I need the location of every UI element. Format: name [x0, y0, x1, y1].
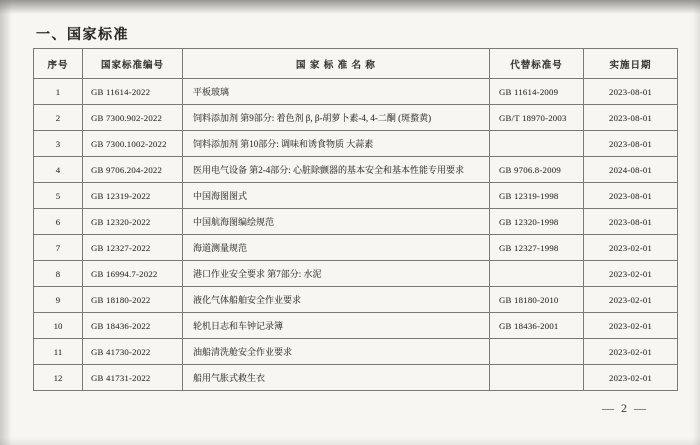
cell-implementation-date: 2023-02-01: [584, 261, 678, 287]
cell-replaced-standard: GB 12327-1998: [490, 235, 584, 261]
cell-implementation-date: 2023-08-01: [584, 209, 678, 235]
cell-serial-number: 11: [34, 339, 83, 365]
cell-standard-code: GB 18436-2022: [83, 313, 183, 339]
cell-standard-code: GB 41731-2022: [83, 365, 183, 391]
cell-standard-code: GB 16994.7-2022: [83, 261, 183, 287]
cell-standard-name: 饲料添加剂 第10部分: 调味和诱食物质 大蒜素: [183, 131, 490, 157]
standards-table: [33, 48, 678, 391]
cell-serial-number: 10: [34, 313, 83, 339]
cell-implementation-date: 2023-02-01: [584, 339, 678, 365]
table-body: [34, 79, 678, 391]
cell-serial-number: 5: [34, 183, 83, 209]
scan-shadow-left: [0, 0, 12, 445]
cell-serial-number: 4: [34, 157, 83, 183]
cell-standard-name: 海道测量规范: [183, 235, 490, 261]
scan-shadow-bottom: [0, 437, 700, 445]
section-title: 一、国家标准: [36, 28, 129, 43]
cell-replaced-standard: GB 18180-2010: [490, 287, 584, 313]
cell-implementation-date: 2023-02-01: [584, 313, 678, 339]
table-row: [34, 105, 678, 131]
cell-replaced-standard: GB 12319-1998: [490, 183, 584, 209]
cell-implementation-date: 2023-02-01: [584, 365, 678, 391]
cell-replaced-standard: GB 11614-2009: [490, 79, 584, 105]
page-number: — 2 —: [602, 401, 648, 415]
table-row: [34, 339, 678, 365]
cell-standard-name: 轮机日志和车钟记录簿: [183, 313, 490, 339]
table-row: [34, 261, 678, 287]
column-header-code: 国家标准编号: [83, 49, 183, 79]
cell-standard-code: GB 7300.902-2022: [83, 105, 183, 131]
cell-standard-name: 平板玻璃: [183, 79, 490, 105]
scan-shadow-top: [0, 0, 700, 14]
table-row: [34, 365, 678, 391]
cell-standard-name: 液化气体船舶安全作业要求: [183, 287, 490, 313]
cell-implementation-date: 2023-08-01: [584, 131, 678, 157]
cell-standard-code: GB 41730-2022: [83, 339, 183, 365]
cell-replaced-standard: GB 12320-1998: [490, 209, 584, 235]
cell-standard-code: GB 11614-2022: [83, 79, 183, 105]
cell-replaced-standard: GB 18436-2001: [490, 313, 584, 339]
column-header-replaces: 代替标准号: [490, 49, 584, 79]
cell-implementation-date: 2023-08-01: [584, 79, 678, 105]
cell-standard-name: 医用电气设备 第2-4部分: 心脏除颤器的基本安全和基本性能专用要求: [183, 157, 490, 183]
column-header-no: 序号: [34, 49, 83, 79]
table-row: [34, 235, 678, 261]
table-row: [34, 131, 678, 157]
column-header-name: 国 家 标 准 名 称: [183, 49, 490, 79]
cell-standard-code: GB 7300.1002-2022: [83, 131, 183, 157]
cell-implementation-date: 2023-02-01: [584, 235, 678, 261]
cell-serial-number: 12: [34, 365, 83, 391]
cell-standard-name: 油船清洗舱安全作业要求: [183, 339, 490, 365]
cell-replaced-standard: [490, 339, 584, 365]
cell-implementation-date: 2023-08-01: [584, 105, 678, 131]
cell-implementation-date: 2023-08-01: [584, 183, 678, 209]
table-row: [34, 157, 678, 183]
cell-replaced-standard: GB/T 18970-2003: [490, 105, 584, 131]
cell-replaced-standard: [490, 131, 584, 157]
cell-serial-number: 6: [34, 209, 83, 235]
cell-serial-number: 3: [34, 131, 83, 157]
cell-standard-code: GB 18180-2022: [83, 287, 183, 313]
cell-replaced-standard: [490, 261, 584, 287]
cell-standard-code: GB 12319-2022: [83, 183, 183, 209]
cell-serial-number: 2: [34, 105, 83, 131]
cell-standard-code: GB 9706.204-2022: [83, 157, 183, 183]
cell-standard-name: 中国航海图编绘规范: [183, 209, 490, 235]
cell-standard-name: 港口作业安全要求 第7部分: 水泥: [183, 261, 490, 287]
cell-replaced-standard: [490, 365, 584, 391]
cell-standard-code: GB 12327-2022: [83, 235, 183, 261]
cell-standard-name: 船用气胀式救生衣: [183, 365, 490, 391]
table-row: [34, 287, 678, 313]
cell-implementation-date: 2023-02-01: [584, 287, 678, 313]
table-header-row: [34, 49, 678, 79]
table-row: [34, 313, 678, 339]
table-row: [34, 209, 678, 235]
scan-shadow-right: [692, 0, 700, 445]
cell-serial-number: 8: [34, 261, 83, 287]
cell-serial-number: 7: [34, 235, 83, 261]
cell-serial-number: 1: [34, 79, 83, 105]
table-row: [34, 183, 678, 209]
cell-replaced-standard: GB 9706.8-2009: [490, 157, 584, 183]
cell-standard-name: 饲料添加剂 第9部分: 着色剂 β, β-胡萝卜素-4, 4-二酮 (斑蝥黄): [183, 105, 490, 131]
cell-implementation-date: 2024-08-01: [584, 157, 678, 183]
column-header-date: 实施日期: [584, 49, 678, 79]
table-row: [34, 79, 678, 105]
cell-standard-name: 中国海图图式: [183, 183, 490, 209]
cell-standard-code: GB 12320-2022: [83, 209, 183, 235]
cell-serial-number: 9: [34, 287, 83, 313]
